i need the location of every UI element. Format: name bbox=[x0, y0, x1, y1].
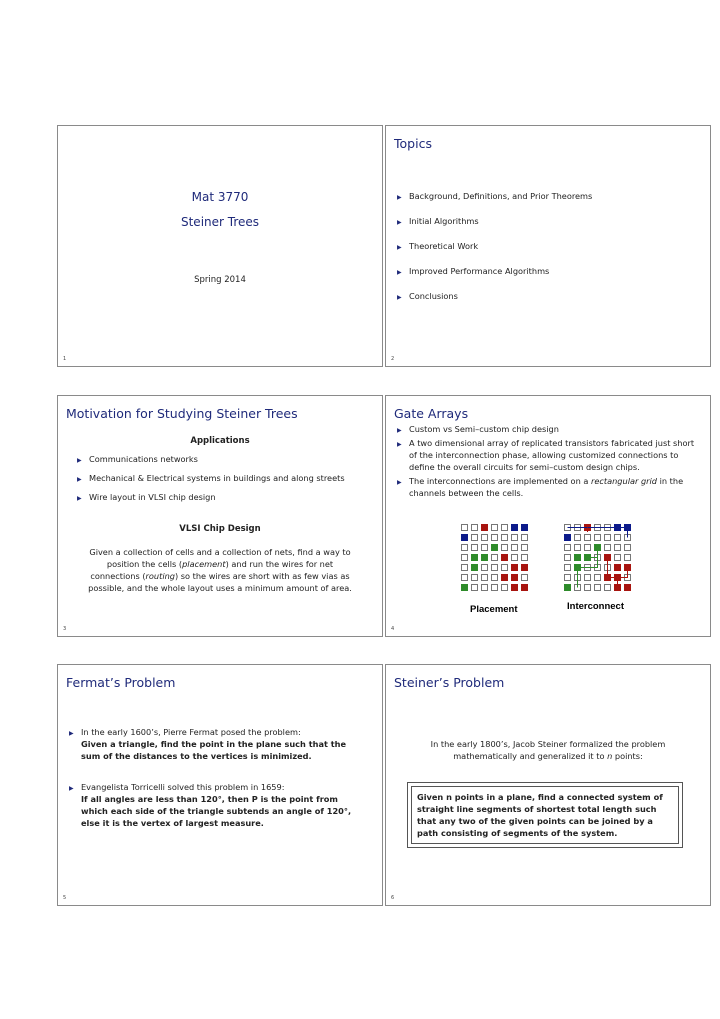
vlsi-line: Given a collection of cells and a collection of nets, find a way to bbox=[89, 547, 351, 557]
vlsi-heading: VLSI Chip Design bbox=[179, 524, 261, 534]
fermat-problem: Given a triangle, find the point in the plane such that the sum of the distances to the vertices is minimized. bbox=[81, 739, 347, 761]
empty-cell bbox=[521, 554, 528, 561]
empty-cell bbox=[481, 544, 488, 551]
slide-title-heading: Topics bbox=[394, 136, 432, 151]
page-number: 2 bbox=[391, 356, 395, 362]
fermat-list bbox=[68, 726, 360, 829]
steiner-intro bbox=[386, 738, 710, 762]
slide-title bbox=[57, 125, 383, 367]
filled-cell bbox=[501, 554, 508, 561]
fermat-intro: ▶ In the early 1600’s, Pierre Fermat posed the problem: bbox=[81, 727, 301, 737]
empty-cell bbox=[471, 524, 478, 531]
slide-fermat bbox=[57, 664, 383, 906]
wire-green bbox=[578, 548, 598, 588]
applications-list bbox=[76, 453, 345, 503]
interconnect-caption: Interconnect bbox=[567, 601, 625, 612]
empty-cell bbox=[521, 574, 528, 581]
steiner-intro-line: mathematically and generalized it to n points: bbox=[453, 751, 643, 761]
torricelli-intro: ▶ Evangelista Torricelli solved this problem in 1659: bbox=[81, 782, 285, 792]
presentation-date: Spring 2014 bbox=[194, 275, 246, 285]
steiner-problem-box bbox=[407, 782, 683, 848]
empty-cell bbox=[471, 544, 478, 551]
filled-cell bbox=[521, 584, 528, 591]
page-number: 1 bbox=[63, 356, 67, 362]
empty-cell bbox=[461, 574, 468, 581]
empty-cell bbox=[511, 534, 518, 541]
filled-cell bbox=[511, 564, 518, 571]
empty-cell bbox=[471, 574, 478, 581]
list-item: ▶ Mechanical & Electrical systems in buildings and along streets bbox=[76, 472, 345, 484]
page-number: 3 bbox=[63, 626, 67, 632]
steiner-intro-line: In the early 1800’s, Jacob Steiner formalized the problem bbox=[430, 739, 666, 749]
empty-cell bbox=[471, 534, 478, 541]
steiner-problem-statement: Given n points in a plane, find a connected system of straight line segments of shortest total length such that any two of the given points can be joined by a path consisting of segments of the system. bbox=[411, 786, 679, 844]
page-number: 4 bbox=[391, 626, 395, 632]
empty-cell bbox=[491, 564, 498, 571]
slide-title-heading: Fermat’s Problem bbox=[66, 675, 176, 690]
empty-cell bbox=[501, 564, 508, 571]
list-item: ▶ Wire layout in VLSI chip design bbox=[76, 491, 345, 503]
empty-cell bbox=[501, 524, 508, 531]
slide-title-heading: Gate Arrays bbox=[394, 406, 469, 421]
empty-cell bbox=[461, 564, 468, 571]
filled-cell bbox=[511, 574, 518, 581]
filled-cell bbox=[511, 524, 518, 531]
filled-cell bbox=[481, 554, 488, 561]
slide-title-heading: Steiner’s Problem bbox=[394, 675, 505, 690]
gate-arrays-list bbox=[396, 423, 696, 499]
slide-topics bbox=[385, 125, 711, 367]
empty-cell bbox=[491, 574, 498, 581]
empty-cell bbox=[501, 534, 508, 541]
slide-gate-arrays bbox=[385, 395, 711, 637]
slide-title-heading: Motivation for Studying Steiner Trees bbox=[66, 406, 298, 421]
placement-caption: Placement bbox=[470, 604, 518, 615]
list-item: ▶ The interconnections are implemented on a rectangular grid in the channels between the cells. bbox=[396, 475, 696, 499]
empty-cell bbox=[491, 584, 498, 591]
page-number: 5 bbox=[63, 895, 67, 901]
slide-steiner bbox=[385, 664, 711, 906]
placement-grid bbox=[461, 524, 528, 591]
course-title: Mat 3770 bbox=[191, 190, 249, 204]
vlsi-line: position the cells (placement) and run the wires for net bbox=[106, 559, 334, 569]
interconnect-wires bbox=[564, 524, 631, 591]
empty-cell bbox=[491, 554, 498, 561]
empty-cell bbox=[461, 544, 468, 551]
list-item: ▶ Initial Algorithms bbox=[396, 215, 592, 227]
empty-cell bbox=[521, 534, 528, 541]
vlsi-line: possible, and the whole layout uses a minimum amount of area. bbox=[88, 583, 352, 593]
filled-cell bbox=[461, 584, 468, 591]
empty-cell bbox=[481, 534, 488, 541]
list-item: ▶ Theoretical Work bbox=[396, 240, 592, 252]
empty-cell bbox=[471, 584, 478, 591]
list-item: ▶ A two dimensional array of replicated transistors fabricated just short of the interconnection phase, allowing customized connections to define the overall circuits for semi–custom design chips. bbox=[396, 437, 696, 473]
filled-cell bbox=[511, 584, 518, 591]
empty-cell bbox=[511, 544, 518, 551]
filled-cell bbox=[491, 544, 498, 551]
empty-cell bbox=[461, 554, 468, 561]
empty-cell bbox=[511, 554, 518, 561]
wire-blue bbox=[568, 528, 628, 538]
empty-cell bbox=[481, 574, 488, 581]
empty-cell bbox=[501, 544, 508, 551]
empty-cell bbox=[461, 524, 468, 531]
list-item: ▶ Custom vs Semi–custom chip design bbox=[396, 423, 696, 435]
list-item: ▶ Conclusions bbox=[396, 290, 592, 302]
empty-cell bbox=[481, 564, 488, 571]
vlsi-line: connections (routing) so the wires are short with as few vias as bbox=[90, 571, 350, 581]
empty-cell bbox=[491, 534, 498, 541]
list-item bbox=[68, 726, 360, 762]
filled-cell bbox=[521, 524, 528, 531]
empty-cell bbox=[491, 524, 498, 531]
empty-cell bbox=[521, 544, 528, 551]
filled-cell bbox=[481, 524, 488, 531]
filled-cell bbox=[471, 564, 478, 571]
empty-cell bbox=[481, 584, 488, 591]
filled-cell bbox=[471, 554, 478, 561]
filled-cell bbox=[501, 574, 508, 581]
applications-heading: Applications bbox=[190, 436, 250, 446]
list-item: ▶ Improved Performance Algorithms bbox=[396, 265, 592, 277]
filled-cell bbox=[521, 564, 528, 571]
list-item bbox=[68, 781, 360, 829]
topics-list bbox=[396, 190, 592, 302]
page-number: 6 bbox=[391, 895, 395, 901]
slide-motivation bbox=[57, 395, 383, 637]
vlsi-description bbox=[58, 546, 382, 594]
empty-cell bbox=[501, 584, 508, 591]
filled-cell bbox=[461, 534, 468, 541]
presentation-subtitle: Steiner Trees bbox=[180, 215, 260, 229]
wire-red-2 bbox=[608, 558, 628, 588]
list-item: ▶ Communications networks bbox=[76, 453, 345, 465]
list-item: ▶ Background, Definitions, and Prior Theorems bbox=[396, 190, 592, 202]
torricelli-solution: If all angles are less than 120°, then P is the point from which each side of the triangle subtends an angle of 120°, else it is the vertex of largest measure. bbox=[81, 794, 352, 828]
